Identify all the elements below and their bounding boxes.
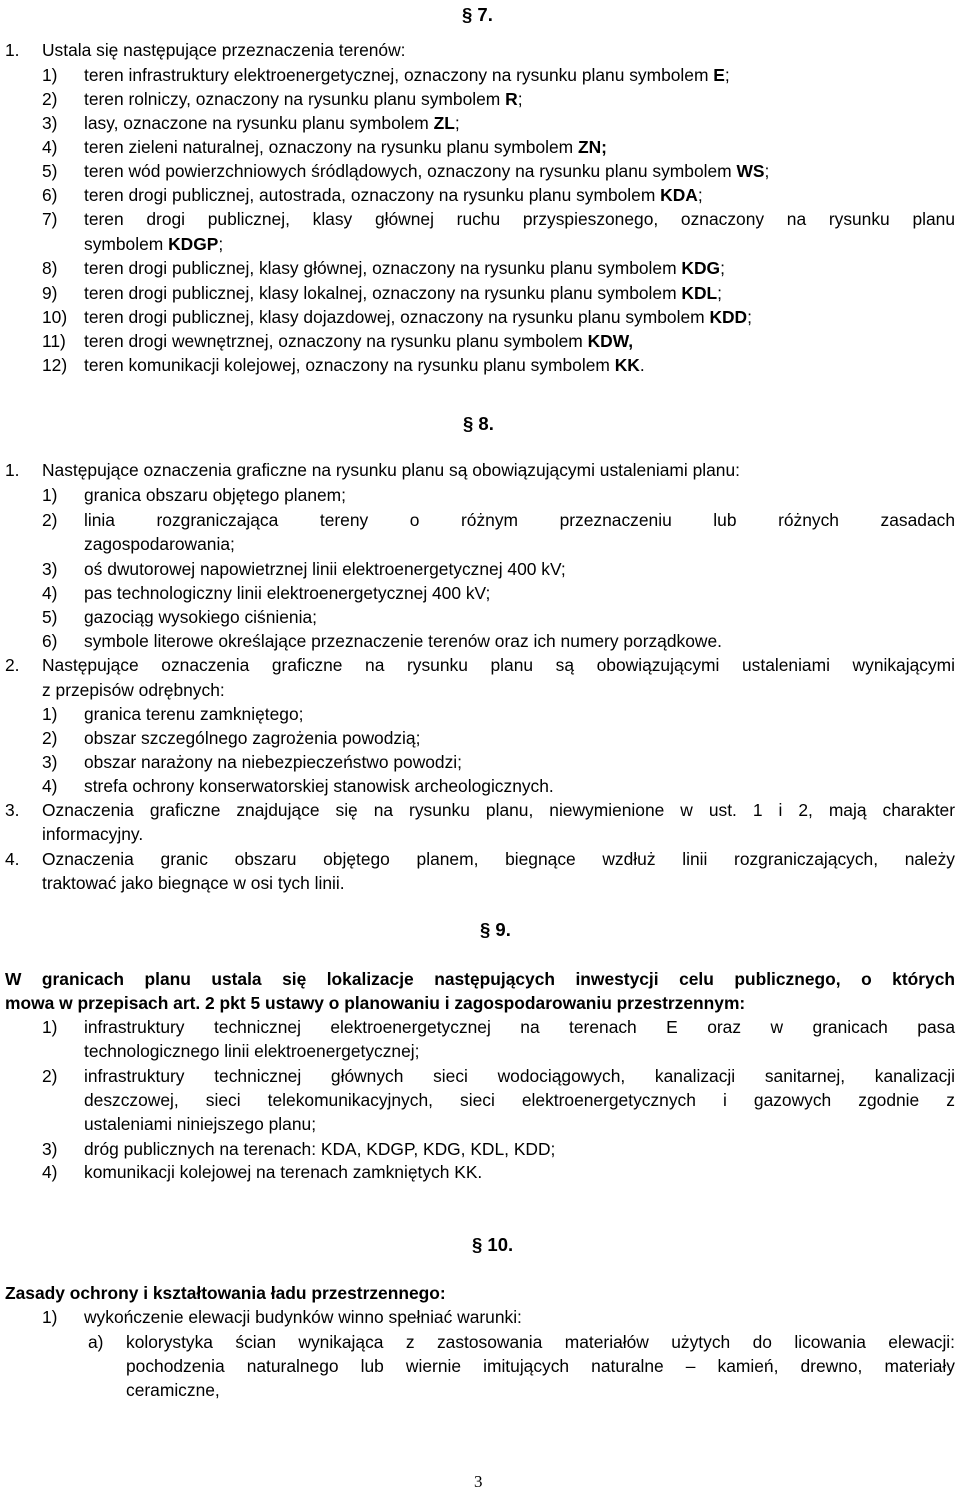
list-number: 12) <box>42 355 68 375</box>
list-item-text: symbolem <box>84 234 169 254</box>
list-item-text-continued: technologicznego linii elektroenergetycznej; <box>84 1041 420 1061</box>
list-item <box>84 329 633 353</box>
list-item <box>84 159 769 183</box>
sub-list-text: kolorystyka ścian wynikająca z zastosowania materiałów użytych do licowania elewacji: <box>126 1332 955 1352</box>
list-item <box>84 305 752 329</box>
land-use-symbol: KDL <box>681 283 718 303</box>
land-use-symbol: R <box>505 89 518 109</box>
section-intro-continued: mowa w przepisach art. 2 pkt 5 ustawy o planowaniu i zagospodarowaniu przestrzennym: <box>5 993 746 1013</box>
list-item-punctuation: . <box>639 355 645 375</box>
land-use-symbol: KK <box>614 355 640 375</box>
list-number: 8) <box>42 258 58 278</box>
list-item-text: teren zieleni naturalnej, oznaczony na rysunku planu symbolem <box>84 137 578 157</box>
list-number: 1) <box>42 1017 58 1037</box>
section-heading-7: § 7. <box>462 4 493 25</box>
land-use-symbol: WS <box>736 161 765 181</box>
section-intro: Zasady ochrony i kształtowania ładu przestrzennego: <box>5 1283 446 1303</box>
list-number: 10) <box>42 307 68 327</box>
list-item-text: teren drogi publicznej, klasy dojazdowej, oznaczony na rysunku planu symbolem <box>84 307 710 327</box>
paragraph-number: 1. <box>5 460 20 480</box>
land-use-symbol: KDD <box>709 307 748 327</box>
land-use-symbol: KDG <box>681 258 721 278</box>
paragraph-text-continued: z przepisów odrębnych: <box>42 680 225 700</box>
list-item <box>84 87 523 111</box>
list-item-punctuation: ; <box>764 161 770 181</box>
list-item-text: granica obszaru objętego planem; <box>84 485 346 505</box>
list-number: 2) <box>42 1066 58 1086</box>
paragraph-text-continued: traktować jako biegnące w osi tych linii. <box>42 873 345 893</box>
list-number: 2) <box>42 89 58 109</box>
land-use-symbol: ZL <box>433 113 455 133</box>
list-item-punctuation: ; <box>697 185 703 205</box>
list-item-text: teren rolniczy, oznaczony na rysunku planu symbolem <box>84 89 506 109</box>
list-number: 3) <box>42 113 58 133</box>
paragraph-number: 3. <box>5 800 20 820</box>
list-number: 4) <box>42 137 58 157</box>
sub-list-letter: a) <box>88 1332 104 1352</box>
list-item-punctuation: ; <box>218 234 224 254</box>
list-item-punctuation: ; <box>454 113 460 133</box>
list-item-text: teren drogi wewnętrznej, oznaczony na rysunku planu symbolem <box>84 331 588 351</box>
list-item-text: teren drogi publicznej, klasy lokalnej, oznaczony na rysunku planu symbolem <box>84 283 682 303</box>
list-item-text-continued: ustaleniami niniejszego planu; <box>84 1114 317 1134</box>
list-number: 1) <box>42 1307 58 1327</box>
paragraph-text: Następujące oznaczenia graficzne na rysunku planu są obowiązującymi ustaleniami planu: <box>42 460 740 480</box>
list-item-text: granica terenu zamkniętego; <box>84 704 304 724</box>
land-use-symbol: KDW, <box>587 331 634 351</box>
list-item-text: strefa ochrony konserwatorskiej stanowisk archeologicznych. <box>84 776 554 796</box>
section-intro: W granicach planu ustala się lokalizacje następujących inwestycji celu publicznego, o których <box>5 969 955 989</box>
list-item-text: obszar narażony na niebezpieczeństwo powodzi; <box>84 752 462 772</box>
list-number: 3) <box>42 559 58 579</box>
list-item-text: infrastruktury technicznej głównych sieci wodociągowych, kanalizacji sanitarnej, kanalizacji <box>84 1066 955 1086</box>
list-number: 7) <box>42 209 58 229</box>
list-item <box>84 111 460 135</box>
list-item-text: wykończenie elewacji budynków winno spełniać warunki: <box>84 1307 522 1327</box>
paragraph-number: 4. <box>5 849 20 869</box>
paragraph-number: 2. <box>5 655 20 675</box>
paragraph-text: Oznaczenia graficzne znajdujące się na rysunku planu, niewymienione w ust. 1 i 2, mają charakter <box>42 800 955 820</box>
land-use-symbol: E <box>713 65 725 85</box>
list-item-text-continued: deszczowej, sieci telekomunikacyjnych, sieci elektroenergetycznych i gazowych zgodnie z <box>84 1090 955 1110</box>
list-number: 2) <box>42 510 58 530</box>
list-number: 9) <box>42 283 58 303</box>
section-heading-9: § 9. <box>480 919 511 940</box>
list-number: 1) <box>42 704 58 724</box>
list-item-text: pas technologiczny linii elektroenergetycznej 400 kV; <box>84 583 491 603</box>
list-number: 6) <box>42 185 58 205</box>
list-item-text: teren drogi publicznej, klasy głównej, oznaczony na rysunku planu symbolem <box>84 258 682 278</box>
list-item-text: oś dwutorowej napowietrznej linii elektroenergetycznej 400 kV; <box>84 559 566 579</box>
section-heading-10: § 10. <box>472 1234 514 1255</box>
list-item-text: linia rozgraniczająca tereny o różnym przeznaczeniu lub różnych zasadach <box>84 510 955 530</box>
page-number: 3 <box>474 1472 483 1491</box>
list-number: 5) <box>42 161 58 181</box>
list-number: 5) <box>42 607 58 627</box>
list-item-punctuation: ; <box>724 65 730 85</box>
list-item <box>84 256 725 280</box>
list-item-text: teren drogi publicznej, klasy głównej ruchu przyspieszonego, oznaczony na rysunku planu <box>84 209 955 229</box>
list-item-text-continued: zagospodarowania; <box>84 534 235 554</box>
list-item-text: teren komunikacji kolejowej, oznaczony na rysunku planu symbolem <box>84 355 615 375</box>
list-item-punctuation: ; <box>517 89 523 109</box>
list-item-text: infrastruktury technicznej elektroenergetycznej na terenach E oraz w granicach pasa <box>84 1017 955 1037</box>
paragraph-number: 1. <box>5 40 20 60</box>
list-item-punctuation: ; <box>720 258 725 278</box>
paragraph-text: Ustala się następujące przeznaczenia terenów: <box>42 40 406 60</box>
list-number: 4) <box>42 583 58 603</box>
list-item <box>84 135 607 159</box>
paragraph-text-continued: informacyjny. <box>42 824 144 844</box>
list-number: 4) <box>42 776 58 796</box>
list-item-text: teren drogi publicznej, autostrada, oznaczony na rysunku planu symbolem <box>84 185 661 205</box>
list-item-text: teren wód powierzchniowych śródlądowych, oznaczony na rysunku planu symbolem <box>84 161 737 181</box>
section-heading-8: § 8. <box>463 413 494 434</box>
paragraph-text: Następujące oznaczenia graficzne na rysunku planu są obowiązującymi ustaleniami wynikającymi <box>42 655 955 675</box>
list-item <box>84 353 645 377</box>
list-number: 1) <box>42 485 58 505</box>
list-item-text: lasy, oznaczone na rysunku planu symbolem <box>84 113 434 133</box>
land-use-symbol: KDGP <box>168 234 219 254</box>
list-item-text: komunikacji kolejowej na terenach zamkniętych KK. <box>84 1162 483 1182</box>
list-item-punctuation: ; <box>717 283 722 303</box>
sub-list-text-continued: pochodzenia naturalnego lub wiernie imitujących naturalne – kamień, drewno, materiały <box>126 1356 955 1376</box>
list-item-text: obszar szczególnego zagrożenia powodzią; <box>84 728 421 748</box>
sub-list-text-continued: ceramiczne, <box>126 1380 220 1400</box>
list-item-text: teren infrastruktury elektroenergetycznej, oznaczony na rysunku planu symbolem <box>84 65 714 85</box>
list-item <box>84 281 722 305</box>
list-number: 6) <box>42 631 58 651</box>
list-number: 1) <box>42 65 58 85</box>
list-number: 11) <box>42 331 66 351</box>
list-item <box>84 207 955 231</box>
list-item-punctuation: ; <box>747 307 752 327</box>
list-item-text: symbole literowe określające przeznaczenie terenów oraz ich numery porządkowe. <box>84 631 722 651</box>
list-number: 4) <box>42 1162 58 1182</box>
land-use-symbol: ZN; <box>577 137 607 157</box>
list-number: 3) <box>42 752 58 772</box>
list-number: 2) <box>42 728 58 748</box>
list-item-continued <box>84 232 223 256</box>
list-number: 3) <box>42 1139 58 1159</box>
land-use-symbol: KDA <box>660 185 698 205</box>
list-item-text: gazociąg wysokiego ciśnienia; <box>84 607 317 627</box>
list-item-text: dróg publicznych na terenach: KDA, KDGP, KDG, KDL, KDD; <box>84 1139 556 1159</box>
list-item <box>84 183 703 207</box>
paragraph-text: Oznaczenia granic obszaru objętego planem, biegnące wzdłuż linii rozgraniczających, należy <box>42 849 955 869</box>
list-item <box>84 63 730 87</box>
